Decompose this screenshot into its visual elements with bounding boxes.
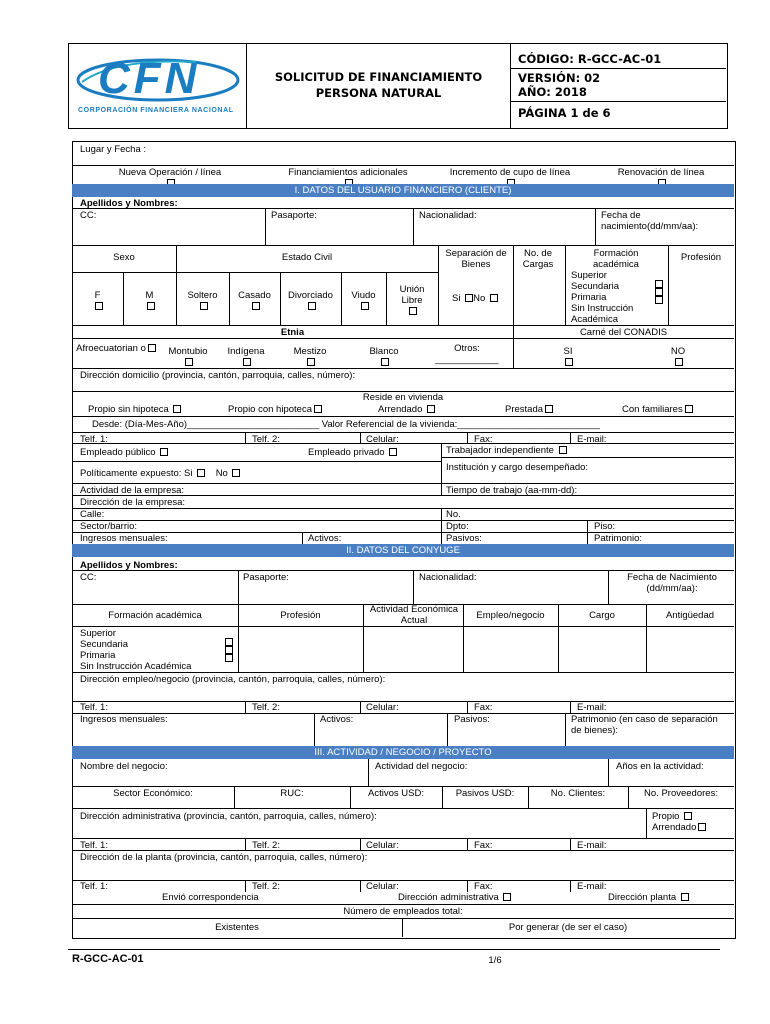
envio-administrativa-option[interactable]: Dirección administrativa	[398, 892, 511, 903]
actividad-empresa-field[interactable]: Actividad de la empresa:	[80, 485, 185, 496]
planta-celular-field[interactable]: Celular:	[366, 881, 399, 892]
separacion-si-no-option[interactable]: Si No	[452, 293, 498, 304]
prestada-option[interactable]: Prestada	[505, 404, 553, 415]
codigo: CÓDIGO: R-GCC-AC-01	[518, 52, 662, 66]
telf1-field[interactable]: Telf. 1:	[80, 434, 108, 445]
institucion-cargo-field[interactable]: Institución y cargo desempeñado:	[446, 462, 589, 473]
politicamente-expuesto-option[interactable]: Políticamente expuesto: Si No	[80, 468, 240, 479]
apellidos-field[interactable]: Apellidos y Nombres:	[80, 198, 178, 209]
separacion-label: Separación de Bienes	[445, 248, 507, 270]
conyuge-formacion-options[interactable]	[80, 628, 236, 672]
numero-field[interactable]: No.	[446, 509, 461, 520]
divorciado-option[interactable]: Divorciado	[280, 290, 341, 312]
section-1-title: I. DATOS DEL USUARIO FINANCIERO (CLIENTE)	[72, 184, 734, 197]
conyuge-celular-field[interactable]: Celular:	[366, 702, 399, 713]
propio-sin-hipoteca-option[interactable]: Propio sin hipoteca	[88, 404, 181, 415]
formacion-label: Formación académica	[593, 248, 639, 270]
logo-subtitle: CORPORACIÓN FINANCIERA NACIONAL	[78, 107, 234, 114]
activos-field[interactable]: Activos:	[308, 533, 342, 544]
sector-barrio-field[interactable]: Sector/barrio:	[80, 521, 138, 532]
empleados-existentes-field[interactable]: Existentes	[215, 922, 259, 933]
sexo-label: Sexo	[113, 252, 135, 263]
planta-fax-field[interactable]: Fax:	[474, 881, 493, 892]
form-title-1: SOLICITUD DE FINANCIAMIENTO	[274, 70, 483, 84]
planta-email-field[interactable]: E-mail:	[577, 881, 607, 892]
conyuge-formacion-superior[interactable]: Superior	[80, 628, 116, 639]
casado-option[interactable]: Casado	[229, 290, 280, 312]
conyuge-fecha-nacimiento-field[interactable]: Fecha de Nacimiento (dd/mm/aa):	[627, 572, 717, 594]
footer-code: R-GCC-AC-01	[72, 953, 144, 965]
desde-valor-field[interactable]: Desde: (Día-Mes-Año)_________________________ Valor Referencial de la vivienda:___________________________	[92, 419, 600, 430]
soltero-option[interactable]: Soltero	[176, 290, 229, 312]
sector-economico-field[interactable]: Sector Económico:	[113, 788, 193, 799]
indigena-option[interactable]: Indígena	[218, 346, 274, 368]
independiente-option[interactable]: Trabajador independiente	[446, 445, 567, 456]
dpto-field[interactable]: Dpto:	[446, 521, 469, 532]
financiamientos-adicionales-option[interactable]: Financiamientos adicionales	[264, 167, 432, 189]
arrendado-option[interactable]: Arrendado	[378, 404, 435, 415]
pagina: PÁGINA 1 de 6	[518, 106, 611, 120]
pasivos-field[interactable]: Pasivos:	[446, 533, 482, 544]
formacion-secundaria[interactable]: Secundaria	[571, 281, 620, 292]
conyuge-fax-field[interactable]: Fax:	[474, 702, 493, 713]
footer-page: 1/6	[488, 955, 502, 966]
email-field[interactable]: E-mail:	[577, 434, 607, 445]
patrimonio-field[interactable]: Patrimonio:	[594, 533, 643, 544]
formacion-superior[interactable]: Superior	[571, 270, 607, 281]
sexo-m-option[interactable]: M	[123, 290, 176, 312]
conyuge-direccion-field[interactable]: Dirección empleo/negocio (provincia, cantón, parroquia, calles, número):	[80, 674, 386, 685]
formacion-checkbox[interactable]	[655, 288, 663, 296]
direccion-domicilio-field[interactable]: Dirección domicilio (provincia, cantón, parroquia, calles, número):	[80, 370, 356, 381]
fecha-nacimiento-field[interactable]: Fecha de nacimiento(dd/mm/aa):	[601, 210, 699, 232]
fax-field[interactable]: Fax:	[474, 434, 493, 445]
afroecuatoriano-option[interactable]: Afroecuatorian o	[76, 343, 156, 354]
no-proveedores-field[interactable]: No. Proveedores:	[644, 788, 718, 799]
direccion-empresa-field[interactable]: Dirección de la empresa:	[80, 497, 186, 508]
cargas-label: No. de Cargas	[522, 248, 554, 270]
conyuge-telf2-field[interactable]: Telf. 2:	[252, 702, 280, 713]
envio-planta-option[interactable]: Dirección planta	[608, 892, 689, 903]
envio-correspondencia-label: Envió correspondencia	[162, 892, 259, 903]
ruc-field[interactable]: RUC:	[280, 788, 304, 799]
direccion-administrativa-field[interactable]: Dirección administrativa (provincia, cantón, parroquia, calles, número):	[80, 811, 377, 822]
conadis-si-option[interactable]: SI	[540, 346, 596, 368]
conyuge-pasivos-field[interactable]: Pasivos:	[454, 714, 490, 725]
section-3-title: III. ACTIVIDAD / NEGOCIO / PROYECTO	[72, 746, 734, 759]
conyuge-cargo-label: Cargo	[589, 610, 615, 621]
conyuge-actividad-label: Actividad Económica Actual	[369, 604, 459, 626]
direccion-planta-field[interactable]: Dirección de la planta (provincia, cantón, parroquia, calles, número):	[80, 852, 368, 863]
conyuge-empleo-label: Empleo/negocio	[476, 610, 545, 621]
piso-field[interactable]: Piso:	[594, 521, 616, 532]
formacion-sin-instruccion[interactable]: Sin Instrucción Académica	[571, 303, 634, 325]
no-clientes-field[interactable]: No. Clientes:	[550, 788, 606, 799]
tiempo-trabajo-field[interactable]: Tiempo de trabajo (aa-mm-dd):	[446, 485, 578, 496]
conyuge-cc-field[interactable]: CC:	[80, 572, 97, 583]
form-title-2: PERSONA NATURAL	[315, 86, 442, 100]
propio-con-hipoteca-option[interactable]: Propio con hipoteca	[228, 404, 322, 415]
conadis-label: Carné del CONADIS	[579, 327, 668, 338]
reside-vivienda-label: Reside en vivienda	[362, 392, 444, 403]
conyuge-apellidos-field[interactable]: Apellidos y Nombres:	[80, 560, 178, 571]
conyuge-formacion-sin-instruccion[interactable]: Sin Instrucción Académica	[80, 661, 192, 672]
montubio-option[interactable]: Montubio	[160, 346, 216, 368]
formacion-checkbox[interactable]	[655, 280, 663, 288]
estado-civil-label: Estado Civil	[281, 252, 333, 263]
incremento-cupo-option[interactable]: Incremento de cupo de línea	[432, 167, 588, 189]
negocio-email-field[interactable]: E-mail:	[577, 840, 607, 851]
pasivos-usd-field[interactable]: Pasivos USD:	[455, 788, 515, 799]
lugar-fecha-field[interactable]: Lugar y Fecha :	[80, 144, 147, 155]
empleados-por-generar-field[interactable]: Por generar (de ser el caso)	[508, 922, 628, 933]
anio: AÑO: 2018	[518, 85, 587, 99]
logo-text: CFN	[98, 54, 201, 103]
conyuge-telf1-field[interactable]: Telf. 1:	[80, 702, 108, 713]
viudo-option[interactable]: Viudo	[341, 290, 386, 312]
empleados-total-label: Número de empleados total:	[343, 906, 463, 917]
telf2-field[interactable]: Telf. 2:	[252, 434, 280, 445]
conyuge-antiguedad-label: Antigüedad	[665, 610, 715, 621]
otros-field[interactable]: Otros: ____________	[435, 343, 499, 365]
planta-telf2-field[interactable]: Telf. 2:	[252, 881, 280, 892]
negocio-fax-field[interactable]: Fax:	[474, 840, 493, 851]
mestizo-option[interactable]: Mestizo	[280, 346, 340, 368]
actividad-negocio-field[interactable]: Actividad del negocio:	[375, 761, 468, 772]
section-2-title: II. DATOS DEL CONYUGE	[72, 544, 734, 557]
conyuge-formacion-checkbox[interactable]	[225, 654, 233, 662]
conyuge-pasaporte-field[interactable]: Pasaporte:	[243, 572, 289, 583]
conadis-no-option[interactable]: NO	[650, 346, 706, 368]
version: VERSIÓN: 02	[518, 71, 601, 85]
formacion-options-list[interactable]	[571, 270, 661, 325]
formacion-checkbox[interactable]	[655, 296, 663, 304]
calle-field[interactable]: Calle:	[80, 509, 105, 520]
conyuge-formacion-label: Formación académica	[108, 610, 202, 621]
cfn-logo	[76, 54, 240, 118]
empleado-privado-option[interactable]: Empleado privado	[308, 447, 397, 458]
celular-field[interactable]: Celular:	[366, 434, 399, 445]
cc-field[interactable]: CC:	[80, 210, 97, 221]
empleado-publico-option[interactable]: Empleado público	[80, 447, 168, 458]
con-familiares-option[interactable]: Con familiares	[622, 404, 693, 415]
conyuge-ingresos-field[interactable]: Ingresos mensuales:	[80, 714, 168, 725]
conyuge-formacion-checkbox[interactable]	[225, 646, 233, 654]
renovacion-option[interactable]: Renovación de línea	[588, 167, 734, 189]
etnia-label: Etnia	[280, 327, 305, 338]
sexo-f-option[interactable]: F	[72, 290, 123, 312]
conyuge-patrimonio-field[interactable]: Patrimonio (en caso de separación de bienes):	[571, 714, 718, 736]
conyuge-activos-field[interactable]: Activos:	[320, 714, 354, 725]
conyuge-nacionalidad-field[interactable]: Nacionalidad:	[419, 572, 477, 583]
footer-rule	[68, 949, 720, 950]
pasaporte-field[interactable]: Pasaporte:	[271, 210, 317, 221]
conyuge-formacion-secundaria[interactable]: Secundaria	[80, 639, 129, 650]
propio-option[interactable]: Propio	[652, 811, 692, 822]
conyuge-formacion-primaria[interactable]: Primaria	[80, 650, 116, 661]
conyuge-profesion-label: Profesión	[280, 610, 321, 621]
arrendado-negocio-option[interactable]: Arrendado	[652, 822, 706, 833]
planta-telf1-field[interactable]: Telf. 1:	[80, 881, 108, 892]
nacionalidad-field[interactable]: Nacionalidad:	[419, 210, 477, 221]
nombre-negocio-field[interactable]: Nombre del negocio:	[80, 761, 168, 772]
nueva-operacion-option[interactable]: Nueva Operación / línea	[80, 167, 260, 189]
formacion-primaria[interactable]: Primaria	[571, 292, 607, 303]
negocio-celular-field[interactable]: Celular:	[366, 840, 399, 851]
profesion-label: Profesión	[680, 252, 722, 263]
conyuge-email-field[interactable]: E-mail:	[577, 702, 607, 713]
negocio-telf1-field[interactable]: Telf. 1:	[80, 840, 108, 851]
ingresos-field[interactable]: Ingresos mensuales:	[80, 533, 168, 544]
activos-usd-field[interactable]: Activos USD:	[368, 788, 424, 799]
anios-actividad-field[interactable]: Años en la actividad:	[616, 761, 704, 772]
union-libre-option[interactable]: Unión Libre	[392, 284, 432, 317]
negocio-telf2-field[interactable]: Telf. 2:	[252, 840, 280, 851]
conyuge-formacion-checkbox[interactable]	[225, 638, 233, 646]
blanco-option[interactable]: Blanco	[352, 346, 416, 368]
